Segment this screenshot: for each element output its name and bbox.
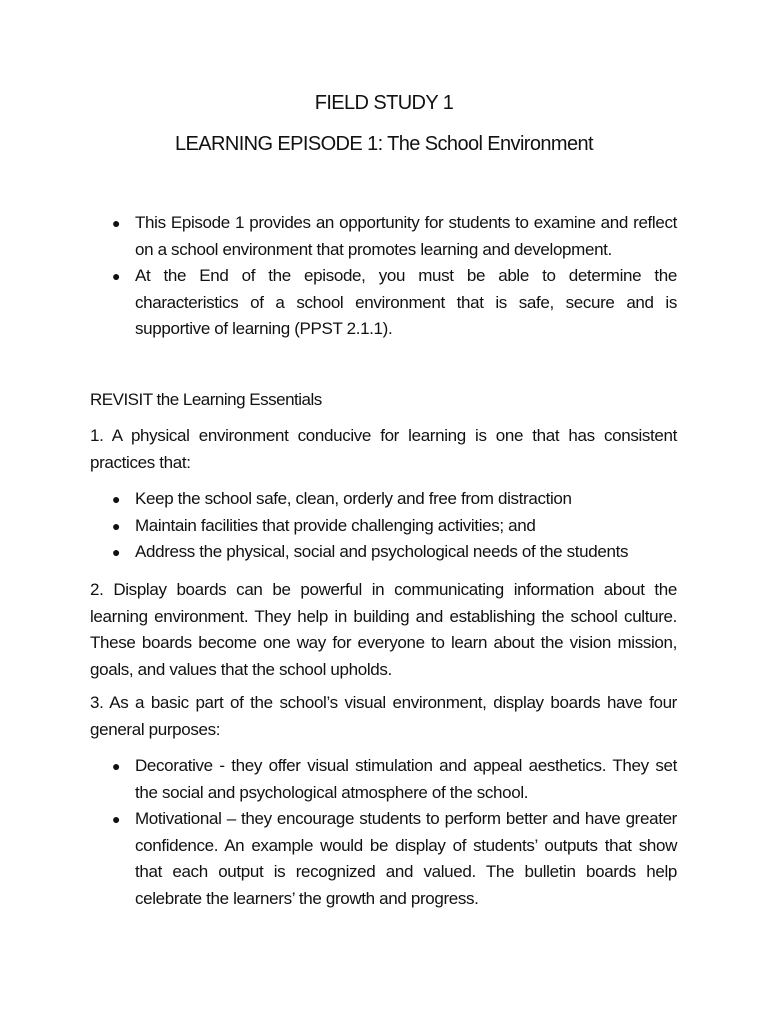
intro-bullet-list	[90, 210, 677, 343]
bullet-icon: ●	[112, 268, 121, 284]
item-1-text: 1. A physical environment conducive for learning is one that has consistent practices that:	[90, 426, 677, 472]
bullet-icon: ●	[112, 517, 121, 534]
item-3-bullet-list	[90, 753, 677, 912]
item-1-bullet-list	[90, 486, 677, 566]
list-item: ● Keep the school safe, clean, orderly and free from distraction	[90, 486, 677, 513]
bullet-icon: ●	[112, 491, 121, 507]
bullet-icon: ●	[112, 544, 121, 560]
item-2-text: 2. Display boards can be powerful in communicating information about the learning environment. They help in building and establishing the school culture. These boards become one way for everyone to learn about the vision mission, goals, and values that the school upholds.	[90, 580, 677, 679]
document-subtitle: LEARNING EPISODE 1: The School Environment	[175, 133, 593, 155]
list-item: ● At the End of the episode, you must be able to determine the characteristics of a school environment that is safe, secure and is supportive of learning (PPST 2.1.1).	[90, 263, 677, 343]
list-item: ● This Episode 1 provides an opportunity for students to examine and reflect on a school environment that promotes learning and development.	[90, 210, 677, 263]
list-item: ● Motivational – they encourage students to perform better and have greater confidence. An example would be display of students’ outputs that show that each output is recognized and valued. The bulletin boards help celebrate the learners’ the growth and progress.	[90, 806, 677, 912]
item-3-text: 3. As a basic part of the school’s visual environment, display boards have four general purposes:	[90, 693, 677, 739]
list-item: ● Maintain facilities that provide challenging activities; and	[90, 513, 677, 540]
bullet-icon: ●	[112, 811, 121, 827]
bullet-icon: ●	[112, 758, 121, 774]
list-item: ● Address the physical, social and psychological needs of the students	[90, 539, 677, 566]
bullet-icon: ●	[112, 215, 121, 231]
list-item: ● Decorative - they offer visual stimulation and appeal aesthetics. They set the social and psychological atmosphere of the school.	[90, 753, 677, 806]
document-title: FIELD STUDY 1	[314, 92, 454, 114]
section-heading: REVISIT the Learning Essentials	[90, 390, 322, 409]
